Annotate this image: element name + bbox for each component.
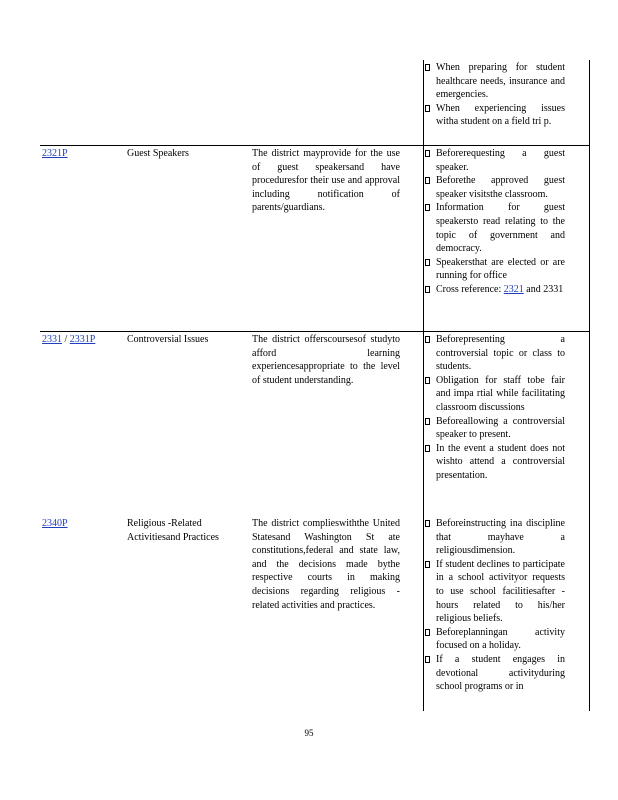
row-2-guidance-cell: [423, 333, 565, 483]
checkbox-icon: [425, 150, 430, 157]
page-number: 95: [304, 728, 314, 738]
checkbox-icon: [425, 64, 430, 71]
row-1-title-cell: [127, 147, 222, 161]
guidance-bullet-text: Beforeinstructing ina discipline that mayhave a religiousdimension.: [436, 518, 565, 557]
guidance-bullet: [423, 61, 565, 102]
checkbox-icon: [425, 259, 430, 266]
guidance-bullet-text: When preparing for student healthcare needs, insurance and emergencies.: [436, 62, 565, 101]
guidance-bullet: [423, 374, 565, 415]
policy-code-separator: /: [62, 334, 70, 345]
policy-title: Controversial Issues: [127, 334, 209, 345]
column-rule: [589, 60, 590, 711]
policy-description: The district offerscoursesof studyto afford learning experiencesappropriate to the level of student understanding.: [252, 334, 400, 386]
policy-title: Guest Speakers: [127, 148, 189, 159]
guidance-bullet: [423, 147, 565, 174]
policy-code-link[interactable]: 2340P: [42, 518, 68, 529]
guidance-bullet-text: Obligation for staff tobe fair and impa rtial while facilitating classroom discussions: [436, 374, 565, 413]
row-3-title-cell: [127, 517, 222, 544]
guidance-bullet-text: Beforeplanningan activity focused on a holiday.: [436, 626, 565, 652]
guidance-bullet: [423, 174, 565, 201]
guidance-bullet: [423, 201, 565, 255]
guidance-bullet-text: If student declines to participate in a school activityor requests to use school facilitiesafter -hours related to his/her religious beliefs.: [436, 558, 565, 625]
policy-code-link[interactable]: 2321P: [42, 148, 68, 159]
row-3-description-cell: [252, 517, 400, 612]
checkbox-icon: [425, 629, 430, 636]
checkbox-icon: [425, 656, 430, 663]
guidance-bullet: [423, 626, 565, 653]
guidance-bullet: [423, 333, 565, 374]
cross-reference-bullet: [423, 283, 565, 297]
guidance-bullet-text: Beforerequesting a guest speaker.: [436, 148, 565, 173]
checkbox-icon: [425, 418, 430, 425]
guidance-bullet: [423, 442, 565, 483]
checkbox-icon: [425, 377, 430, 384]
guidance-bullet: [423, 517, 565, 558]
guidance-bullet-text: When experiencing issues witha student on a field tri p.: [436, 102, 565, 128]
checkbox-icon: [425, 336, 430, 343]
row-rule: [40, 145, 590, 146]
policy-code-link[interactable]: 2331P: [69, 334, 96, 345]
checkbox-icon: [425, 105, 430, 112]
row-1-guidance-cell: [423, 147, 565, 297]
policy-title: Religious -Related Activitiesand Practices: [127, 518, 219, 543]
cross-reference-label: Cross reference:: [436, 283, 502, 295]
row-2-code-cell: [42, 333, 122, 347]
policy-description: The district mayprovide for the use of guest speakersand have proceduresfor their use and approval including notification of parents/guardians.: [252, 148, 400, 214]
row-3-guidance-cell: [423, 517, 565, 694]
guidance-bullet: [423, 102, 565, 129]
policy-description: The district complieswiththe United Statesand Washington St ate constitutions,federal and state law, and the decisions made bythe respective courts in making decisions regarding religious -related activities and practices.: [252, 518, 400, 611]
policy-code-link[interactable]: 2331: [42, 334, 62, 345]
guidance-bullet-text: Beforeallowing a controversial speaker to present.: [436, 415, 565, 441]
guidance-bullet: [423, 653, 565, 694]
guidance-bullet-text: Beforethe approved guest speaker visitsthe classroom.: [436, 175, 565, 200]
cross-reference-suffix: and 2331: [526, 283, 564, 295]
checkbox-icon: [425, 520, 430, 527]
guidance-bullet-text: Information for guest speakersto read relating to the topic of government and democracy.: [436, 202, 565, 255]
guidance-bullet-text: Beforepresenting a controversial topic or class to students.: [436, 334, 565, 373]
guidance-bullet: [423, 256, 565, 283]
row-rule: [40, 331, 590, 332]
checkbox-icon: [425, 177, 430, 184]
guidance-bullet-text: Speakersthat are elected or are running for office: [436, 256, 565, 282]
row-1-description-cell: [252, 147, 400, 215]
checkbox-icon: [425, 204, 430, 211]
row-2-title-cell: [127, 333, 229, 347]
row-0-guidance-cell: [423, 61, 565, 129]
guidance-bullet-text: If a student engages in devotional activityduring school programs or in: [436, 653, 565, 693]
row-1-code-cell: [42, 147, 122, 161]
row-2-description-cell: [252, 333, 400, 387]
guidance-bullet-text: In the event a student does not wishto attend a controversial presentation.: [436, 442, 565, 481]
guidance-bullet: [423, 415, 565, 442]
row-3-code-cell: [42, 517, 122, 531]
checkbox-icon: [425, 445, 430, 452]
checkbox-icon: [425, 286, 430, 293]
guidance-bullet: [423, 558, 565, 626]
cross-reference-link[interactable]: 2321: [503, 283, 524, 295]
checkbox-icon: [425, 561, 430, 568]
